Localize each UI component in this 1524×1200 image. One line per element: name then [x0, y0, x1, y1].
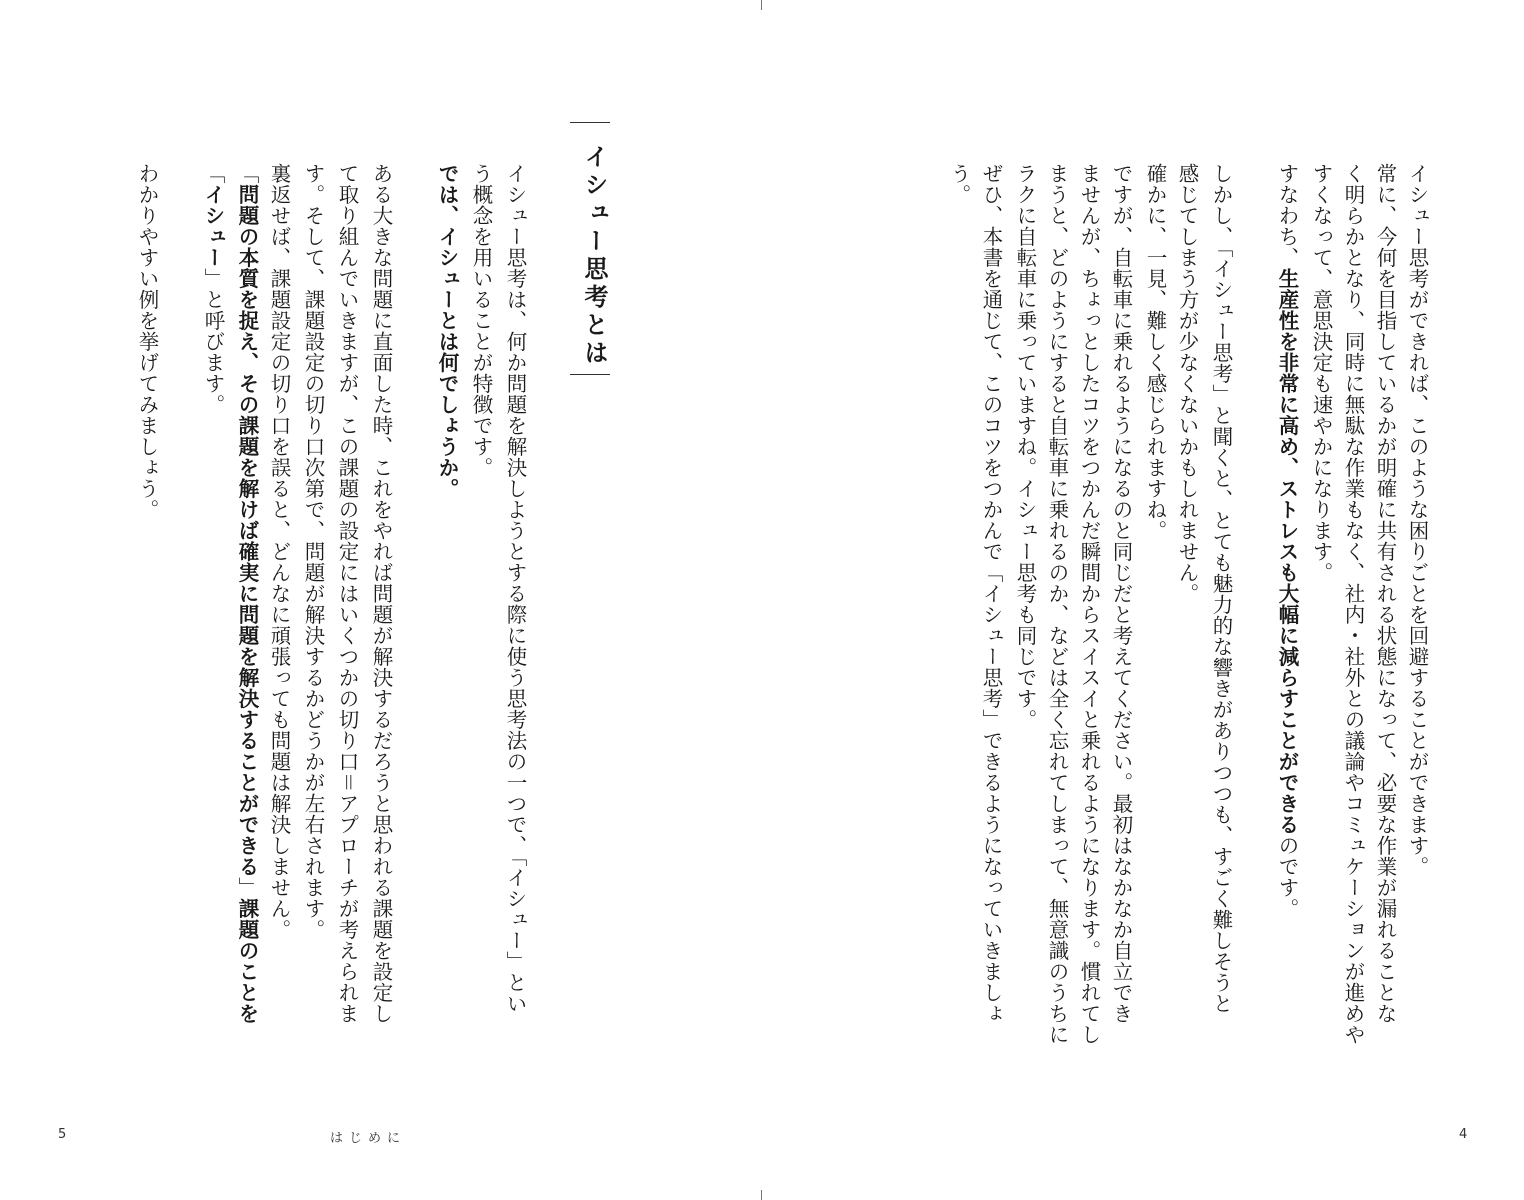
body-text: ラクに自転車に乗っていますね。イシュー思考も同じです。: [1013, 163, 1037, 730]
text-line: [466, 163, 496, 478]
text-line: [1106, 163, 1136, 1024]
text-line: [1042, 163, 1072, 1045]
emphasis-text: 課題のことを: [235, 898, 259, 1024]
text-line: [1010, 163, 1040, 730]
body-text: う。: [947, 163, 971, 205]
page-number-right: 4: [1459, 1127, 1468, 1142]
body-text: のです。: [1275, 835, 1299, 919]
body-text: イシュー思考は、何か問題を解決しようとする際に使う思考法の一つで、「イシュー」とい: [503, 163, 527, 1014]
body-text: わかりやすい例を挙げてみましょう。: [135, 163, 159, 520]
text-line: [264, 163, 294, 940]
text-line: [500, 163, 530, 1014]
section-heading: イシュー思考とは: [580, 144, 608, 368]
body-text: イシュー思考ができれば、このような困りごとを回避することができます。: [1405, 163, 1429, 877]
text-line: [1140, 163, 1170, 541]
body-text: す。そして、課題設定の切り口次第で、問題が解決するかどうかが左右されます。: [301, 163, 325, 940]
text-line: [944, 163, 974, 205]
body-text: しかし、「イシュー思考」と聞くと、とても魅力的な響きがありつつも、すごく難しそうと: [1209, 163, 1233, 1014]
body-text: 裏返せば、課題設定の切り口を誤ると、どんなに頑張っても問題は解決しません。: [267, 163, 291, 940]
body-text: ませんが、ちょっとしたコツをつかんだ瞬間からスイスイと乗れるようになります。慣れてし: [1077, 163, 1101, 1045]
text-line: [198, 163, 228, 415]
text-line: [1370, 163, 1400, 1024]
text-line: [132, 163, 162, 520]
text-line: [1272, 163, 1302, 919]
right-page: [762, 0, 1524, 1200]
body-text: 感じてしまう方が少なくないかもしれません。: [1175, 163, 1199, 604]
body-text: 確かに、一見、難しく感じられますね。: [1143, 163, 1167, 541]
body-text: ぜひ、本書を通じて、このコツをつかんで「イシュー思考」できるようになっていきましょ: [979, 163, 1003, 1024]
text-line: [1338, 163, 1368, 1045]
text-line: [298, 163, 328, 940]
text-line: [1402, 163, 1432, 877]
text-line: [976, 163, 1006, 1024]
text-line: [1074, 163, 1104, 1045]
body-text: 「: [201, 163, 225, 184]
body-text: 常に、今何を目指しているかが明確に共有される状態になって、必要な作業が漏れることな: [1373, 163, 1397, 1024]
body-text: く明らかとなり、同時に無駄な作業もなく、社内・社外との議論やコミュケーションが進めや: [1341, 163, 1365, 1045]
page-number-left: 5: [58, 1127, 67, 1142]
emphasis-text: 生産性を非常に高め、ストレスも大幅に減らすことができる: [1275, 268, 1299, 835]
running-head: はじめに: [330, 1131, 407, 1146]
body-text: う概念を用いることが特徴です。: [469, 163, 493, 478]
text-line: [1206, 163, 1236, 1014]
heading-rule-top: [570, 122, 610, 123]
emphasis-text: 問題の本質を捉え、その課題を解けば確実に問題を解決することができる: [235, 184, 259, 877]
body-text: て取り組んでいきますが、この課題の設定にはいくつかの切り口＝アプローチが考えられま: [335, 163, 359, 1024]
body-text: まうと、どのようにすると自転車に乗れるのか、などは全く忘れてしまって、無意識のうちに: [1045, 163, 1069, 1045]
text-line: [332, 163, 362, 1024]
text-line: [366, 163, 396, 1024]
body-text: 「: [235, 163, 259, 184]
emphasis-text: では、イシューとは何でしょうか。: [435, 163, 459, 499]
heading-rule-bottom: [570, 374, 610, 375]
text-line: [232, 163, 262, 1024]
body-text: 」と呼びます。: [201, 268, 225, 415]
body-text: 」: [235, 877, 259, 898]
body-text: ですが、自転車に乗れるようになるのと同じだと考えてください。最初はなかなか自立でき: [1109, 163, 1133, 1024]
body-text: すくなって、意思決定も速やかになります。: [1309, 163, 1333, 583]
body-text: ある大きな問題に直面した時、これをやれば問題が解決するだろうと思われる課題を設定し: [369, 163, 393, 1024]
text-line: [432, 163, 462, 499]
body-text: すなわち、: [1275, 163, 1299, 268]
text-line: [1172, 163, 1202, 604]
section-heading-box: [573, 120, 607, 375]
emphasis-text: イシュー: [201, 184, 225, 268]
text-line: [1306, 163, 1336, 583]
